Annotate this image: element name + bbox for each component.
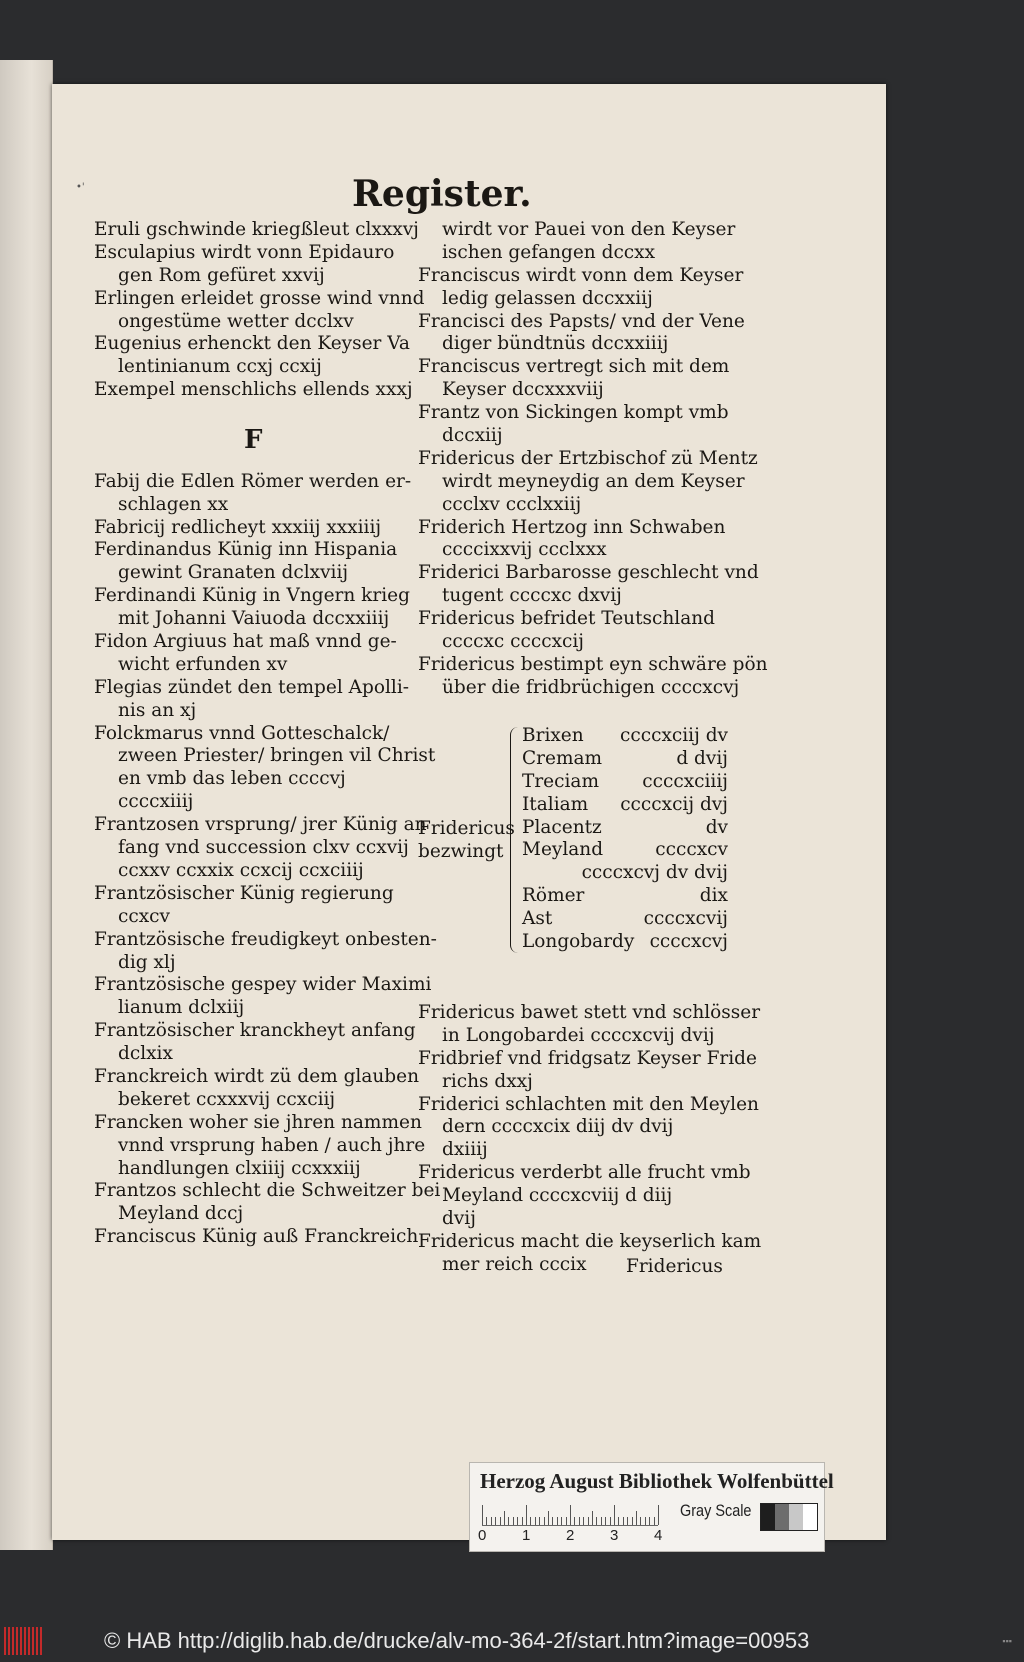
ruler-number: 3 [610,1527,619,1544]
swatch-cell [775,1504,789,1530]
brace-item-ref: dv [705,816,728,838]
ruler-tick [504,1511,505,1525]
register-line: ccccixxvij ccclxxx [442,539,607,561]
register-line: ccxcv [118,905,170,927]
ruler-tick [508,1517,509,1525]
brace-item-name: Cremam [522,747,603,769]
register-line: Fridbrief vnd fridgsatz Keyser Fride [418,1047,757,1069]
register-line: Esculapius wirdt vonn Epidauro [94,241,395,263]
register-line: Frantzösische freudigkeyt onbesten- [94,928,437,950]
ruler-tick [579,1517,580,1525]
register-line: Flegias zündet den tempel Apolli- [94,676,409,698]
register-line: Frantz von Sickingen kompt vmb [418,402,729,424]
ruler-tick [557,1517,558,1525]
register-line: Eugenius erhenckt den Keyser Va [94,333,410,355]
color-scale-card [469,1462,834,1552]
brace-item-name: Italiam [522,793,589,815]
right-column-bottom [418,1002,762,1277]
register-line: Frantzos schlecht die Schweitzer bei [94,1180,441,1202]
register-line: ccxxv ccxxix ccxcij ccxciiij [118,859,364,881]
register-line: Meyland dccj [118,1203,244,1225]
register-line: über die fridbrüchigen ccccxcvj [442,676,740,698]
ruler-tick [645,1517,646,1525]
register-line: mit Johanni Vaiuoda dccxxiiij [118,608,390,630]
ruler-tick [517,1517,518,1525]
register-line: Exempel menschlichs ellends xxxj [94,379,413,401]
brace-item-name: Brixen [522,725,584,746]
register-line: Keyser dccxxxviij [442,379,604,401]
register-line: Frantzösische gespey wider Maximi [94,974,432,996]
register-line: Frantzosen vrsprung/ jrer Künig an [94,814,427,836]
ruler-tick [605,1517,606,1525]
institution-name: Herzog August Bibliothek Wolfenbüttel [480,1469,834,1493]
register-line: Francisci des Papsts/ vnd der Vene [418,310,745,332]
register-line: ongestüme wetter dcclxv [118,310,354,332]
ruler-tick [486,1517,487,1525]
register-line: Fridericus der Ertzbischof zü Mentz [418,447,758,469]
register-line: dig xlj [118,951,176,973]
ruler-tick [588,1517,589,1525]
brace-item-name: Ast [522,908,553,930]
ruler-tick [596,1517,597,1525]
register-line: handlungen clxiiij ccxxxiij [118,1157,361,1179]
brace-item [522,771,728,794]
ruler-tick [548,1511,549,1525]
ruler-tick [583,1517,584,1525]
ruler-tick [552,1517,553,1525]
ruler [482,1503,658,1526]
brace-item-name: Treciam [522,770,599,792]
ruler-tick [632,1517,633,1525]
brace-item-ref: ccccxcvj dv dvij [581,862,728,884]
brace-item [522,862,728,885]
register-line: ccccxc ccccxcij [442,631,585,653]
register-line: ischen gefangen dccxx [442,241,656,263]
register-line: en vmb das leben ccccvj [118,768,346,790]
ruler-tick [522,1517,523,1525]
register-line: wirdt meyneydig an dem Keyser [442,470,745,492]
page-title: Register. [352,173,532,215]
register-line: Fidon Argiuus hat maß vnnd ge- [94,631,397,653]
brace-item [522,839,728,862]
register-line: Fabij die Edlen Römer werden er- [94,470,412,492]
register-line: Erlingen erleidet grosse wind vnnd [94,287,425,309]
ruler-tick [658,1505,659,1525]
register-line: Fridericus bawet stett vnd schlösser [418,1002,761,1023]
register-line: Franciscus Künig auß Franckreich [94,1226,419,1248]
register-line: dxiiij [442,1139,488,1161]
register-line: Frantzösischer kranckheyt anfang [94,1020,416,1042]
brace-item-ref: ccccxcij dvj [620,793,728,815]
ruler-tick [566,1517,567,1525]
ruler-tick [592,1511,593,1525]
register-line: Friderici schlachten mit den Meylen [418,1093,759,1115]
brace-item [522,748,728,771]
register-line: gen Rom gefüret xxvij [118,264,325,286]
register-line: Fridericus verderbt alle frucht vmb [418,1162,751,1184]
ruler-tick [618,1517,619,1525]
register-line: in Longobardei ccccxcvij dvij [442,1024,715,1046]
brace-item [522,725,728,748]
register-line: Friderici Barbarosse geschlecht vnd [418,562,759,584]
brace-item-name: Longobardy [522,931,635,953]
register-line: nis an xj [118,699,197,721]
ruler-tick [539,1517,540,1525]
register-line: Fridericus macht die keyserlich kam [418,1230,762,1252]
ruler-tick [649,1517,650,1525]
brace-item-name: Meyland [522,839,604,861]
ruler-tick [513,1517,514,1525]
ruler-tick [640,1517,641,1525]
register-line: zween Priester/ bringen vil Christ [118,745,436,767]
brace-item-ref: ccccxcvj [649,931,728,953]
brace-item-ref: ccccxciij dv [620,725,728,746]
brace-item-ref: d dvij [676,747,728,769]
register-line: Eruli gschwinde kriegßleut clxxxvj [94,219,419,240]
ruler-tick [610,1517,611,1525]
ruler-numbers [478,1527,678,1547]
ruler-tick [495,1517,496,1525]
ruler-tick [601,1517,602,1525]
register-line: lianum dclxiij [118,997,245,1019]
register-line: bekeret ccxxxvij ccxciij [118,1088,336,1110]
register-line: Friderich Hertzog inn Schwaben [418,516,726,538]
brace-label [418,818,515,864]
brace-item-name: Placentz [522,816,602,838]
register-line: tugent ccccxc dxvij [442,585,622,607]
left-column [94,219,441,1249]
footer-url[interactable]: © HAB http://diglib.hab.de/drucke/alv-mo-364-2f/start.htm?image=00953 [104,1628,810,1653]
register-line: Franciscus vertregt sich mit dem [418,356,730,378]
register-line: diger bündtnüs dccxxiiij [442,333,669,355]
register-line: richs dxxj [442,1070,533,1092]
ruler-tick [530,1517,531,1525]
ruler-number: 4 [654,1527,663,1544]
ruler-number: 2 [566,1527,575,1544]
ruler-tick [544,1517,545,1525]
section-letter: F [244,425,263,455]
register-line: Ferdinandus Künig inn Hispania [94,539,398,561]
brace-label-line: bezwingt [418,840,504,862]
swatch-cell [803,1504,817,1530]
brace-item [522,885,728,908]
register-line: lentinianum ccxj ccxij [118,356,322,378]
swatch-cell [761,1504,775,1530]
register-line: dvij [442,1208,476,1230]
brace-item-name: Römer [522,885,585,907]
register-line: Meyland ccccxcviij d diij [442,1185,673,1207]
ruler-tick [482,1505,483,1525]
ruler-tick [627,1517,628,1525]
ruler-tick [570,1505,571,1525]
register-line: dccxiij [442,425,503,447]
ruler-tick [526,1505,527,1525]
curly-brace [510,727,519,953]
brace-item-ref: ccccxcv [655,839,728,861]
catchword: Fridericus [626,1256,723,1277]
ruler-tick [561,1517,562,1525]
ruler-tick [654,1517,655,1525]
ruler-tick [491,1517,492,1525]
register-line: dclxix [118,1043,173,1065]
ruler-tick [574,1517,575,1525]
footer-bar [0,1620,1024,1662]
register-line: wirdt vor Pauei von den Keyser [442,219,736,240]
margin-mark: •' [76,182,85,193]
brace-label-line: Fridericus [418,818,515,839]
ruler-tick [623,1517,624,1525]
register-line: ledig gelassen dccxxiij [442,287,653,309]
register-line [94,402,404,425]
register-line: ccclxv ccclxxiij [442,493,582,515]
ruler-tick [535,1517,536,1525]
register-line: ccccxiiij [118,791,194,813]
register-line: dern ccccxcix diij dv dvij [442,1116,674,1138]
register-line: schlagen xx [118,493,229,515]
register-line: Ferdinandi Künig in Vngern krieg [94,585,410,607]
register-line: wicht erfunden xv [118,653,288,675]
gray-scale-label: Gray Scale [680,1501,752,1520]
brace-block [418,725,728,955]
register-line: Francken woher sie jhren nammen [94,1111,422,1133]
gray-swatch [760,1503,818,1531]
register-line: gewint Granaten dclxviij [118,562,349,584]
brace-item-ref: dix [699,885,728,907]
register-line: Franciscus wirdt vonn dem Keyser [418,264,744,286]
left-page-edge [0,60,53,1550]
right-column-top [418,219,768,700]
register-line: Frantzösischer Künig regierung [94,882,394,904]
register-line: vnnd vrsprung haben / auch jhre [118,1134,426,1156]
register-line: Fridericus befridet Teutschland [418,608,715,630]
brace-item [522,931,728,954]
register-line: Folckmarus vnnd Gotteschalck/ [94,722,390,744]
ruler-tick [636,1511,637,1525]
ruler-number: 1 [522,1527,531,1544]
footer-dots: ▪▪▪ [1002,1636,1012,1646]
brace-item-ref: ccccxcvij [643,908,728,930]
hab-logo-icon [4,1627,44,1655]
register-line: mer reich cccix [442,1253,587,1275]
register-line: Fabricij redlicheyt xxxiij xxxiiij [94,516,382,538]
brace-item [522,794,728,817]
brace-item [522,817,728,840]
brace-items [522,725,728,954]
ruler-number: 0 [478,1527,487,1544]
register-line: Franckreich wirdt zü dem glauben [94,1065,419,1087]
register-line: fang vnd succession clxv ccxvij [118,837,409,859]
brace-item-ref: ccccxciiij [642,770,728,792]
ruler-tick [500,1517,501,1525]
brace-item [522,908,728,931]
register-line: Fridericus bestimpt eyn schwäre pön [418,653,768,675]
swatch-cell [789,1504,803,1530]
ruler-tick [614,1505,615,1525]
